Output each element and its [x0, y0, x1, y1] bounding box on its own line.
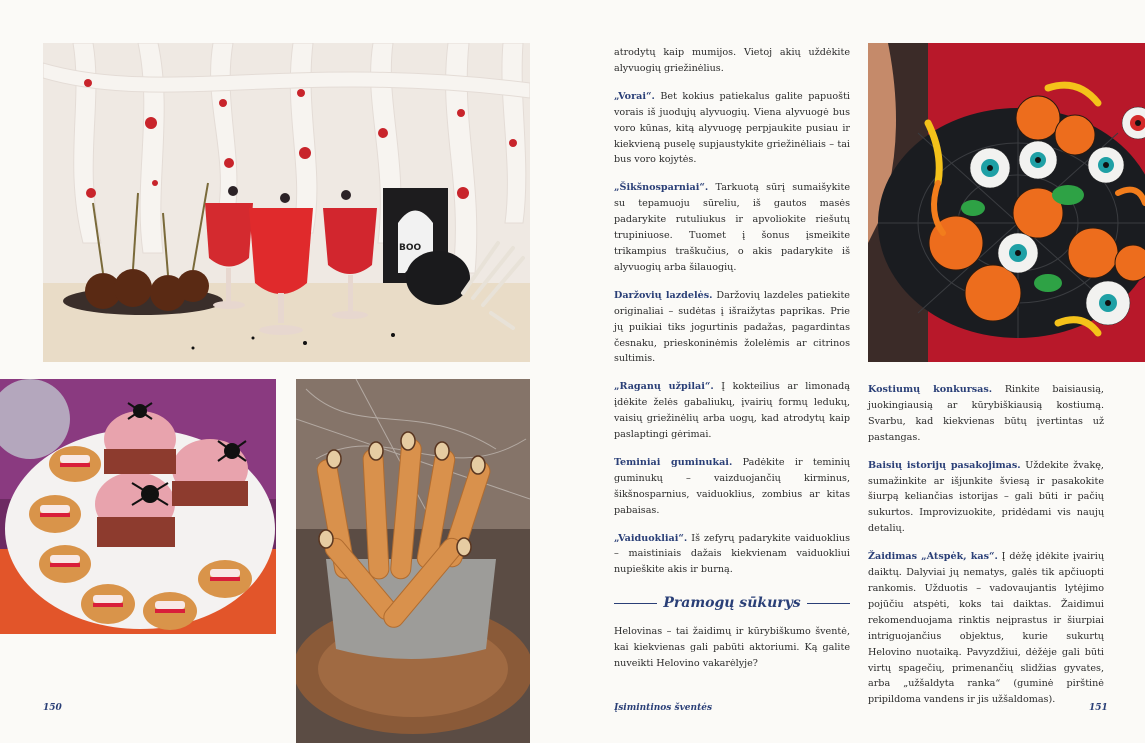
item-text: Padėkite ir teminių guminukų – vaizduojančių kirminus, šikšnosparnius, vaiduoklius, zombius ar kitas pabaisas.: [614, 456, 850, 516]
item-teminiai-guminukai: [614, 455, 850, 519]
running-footer: Įsimintinos šventės: [614, 703, 713, 713]
page-number-right: 151: [1089, 703, 1108, 713]
item-text: Bet kokius patiekalus galite papuošti vorais iš juodųjų alyvuogių. Viena alyvuogė bus voro kūnas, kitą alyvuogę perpjaukite pusiau ir kiekvieną puselę supjaustykite griežinėliais – tai bus voro kojytės.: [614, 90, 850, 166]
section-heading: [614, 592, 850, 614]
item-raganu-uzpilai: [614, 379, 850, 443]
item-kostiumu-konkursas: [868, 382, 1104, 446]
heading-rule-right: [807, 603, 850, 604]
page-number-left: 150: [43, 703, 62, 713]
section-intro-column: [614, 624, 850, 684]
photo-witch-finger-cookies: [296, 379, 530, 743]
item-baisiu-istoriju: [868, 458, 1104, 538]
photo-drinks-mummy-garland: [43, 43, 530, 362]
item-text: Daržovių lazdeles patiekite originaliai – sudėtas į išraižytas paprikas. Prie jų puikiai tiks jogurtinis padažas, pagardintas česnaku, prieskoninėmis žolelėmis ar citrinos sultimis.: [614, 289, 850, 365]
item-atspek-kas: [868, 549, 1104, 708]
item-title: „Šikšnosparniai“.: [614, 182, 709, 194]
item-title: „Raganų užpilai“.: [614, 381, 714, 393]
item-text: Į kokteilius ar limonadą įdėkite želės gabaliukų, įvairių formų ledukų, vaisių griežinėlių arba uogų, kad atrodytų kaip paslaptingi gėrimai.: [614, 381, 850, 441]
item-title: Kostiumų konkursas.: [868, 384, 993, 395]
heading-rule-left: [614, 603, 657, 604]
item-title: „Vorai“.: [614, 90, 655, 102]
item-text: Rinkite baisiausią, juokingiausią ar kūrybiškiausią kostiumą. Svarbu, kad kiekvienas būtų įvertintas už pastangas.: [868, 384, 1104, 443]
item-darzoviu-lazdeles: [614, 288, 850, 368]
section-heading-text: Pramogų sūkurys: [663, 595, 801, 611]
text-column-middle: [614, 45, 850, 590]
item-vorai: [614, 89, 850, 169]
item-title: Daržovių lazdelės.: [614, 289, 713, 301]
section-intro-text: Helovinas – tai žaidimų ir kūrybiškumo šventė, kai kiekvienas gali pabūti aktoriumi. Ką galite nuveikti Helovino vakarėlyje?: [614, 626, 850, 669]
item-text: Uždekite žvakę, sumažinkite ar išjunkite šviesą ir pasakokite šiurpą keliančias istorijas – gali būti ir pačių sukurtos. Improvizuokite, pridėdami vis naujų detalių.: [868, 459, 1104, 535]
item-text: Tarkuotą sūrį sumaišykite su tepamuoju sūreliu, iš gautos masės padarykite rutuliukus ir apvoliokite riešutų trupiniuose. Tuomet į šonus įsmeikite trikampius traškučius, o akis padarykite iš alyvuogių arba šilauogių.: [614, 182, 850, 273]
item-title: „Vaiduokliai“.: [614, 532, 688, 544]
item-sikssnosparniai: [614, 180, 850, 275]
item-title: Baisių istorijų pasakojimas.: [868, 459, 1021, 471]
item-title: Teminiai guminukai.: [614, 456, 733, 468]
photo-candy-bowl: [868, 43, 1145, 362]
item-text: Iš zefyrų padarykite vaiduoklius – maistiniais dažais kiekvienam vaiduokliui nupieškite akis ir burną.: [614, 532, 850, 576]
text-column-right: [868, 382, 1104, 720]
item-vaiduokliai: [614, 531, 850, 579]
photo-vampire-cupcakes: [0, 379, 276, 634]
boo-label: BOO: [399, 243, 422, 253]
paragraph-intro: atrodytų kaip mumijos. Vietoj akių uždėkite alyvuogių griežinėlius.: [614, 47, 850, 74]
item-text: Į dėžę įdėkite įvairių daiktų. Dalyviai jų nematys, galės tik apčiuopti rankomis. Užduotis – vadovaujantis lytėjimo pojūčiu atspėti, koks tai daiktas. Žaidimui rekomenduojama rinktis neįprastus ir šiurpiai intriguojančius objektus, kurie sukurtų Helovino nuotaiką. Pavyzdžiui, dėžėje gali būti virtų spagečių, primenančių slidžias gyvates, arba „užšaldyta ranka“ (guminė pirštinė pripildoma vandens ir jis užšaldomas).: [868, 551, 1104, 706]
item-title: Žaidimas „Atspėk, kas“.: [868, 551, 998, 563]
